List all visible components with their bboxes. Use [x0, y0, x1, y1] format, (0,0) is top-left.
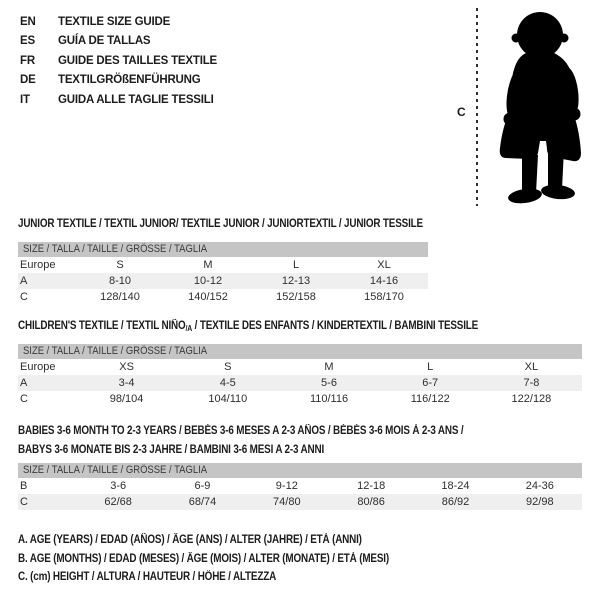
value-cell: 3-4: [118, 377, 135, 389]
table-row-age: [18, 375, 582, 391]
row-label: C: [20, 291, 28, 303]
value-cell: 158/170: [364, 291, 404, 303]
value-cell: 110/116: [309, 393, 349, 405]
value-cell: 104/110: [208, 393, 248, 405]
row-label: A: [20, 275, 28, 287]
table-row-months: [18, 478, 582, 494]
babies-table-title-line1: BABIES 3-6 MONTH TO 2-3 YEARS / BEBÉS 3-6 MESES A 2-3 AÑOS / BÉBÉS 3-6 MOIS À 2-3 ANS /: [18, 425, 464, 437]
babies-table-title-line2: BABYS 3-6 MONATE BIS 2-3 JAHRE / BAMBINI 3-6 MESI A 2-3 ANNI: [18, 443, 325, 456]
footnote-a: A. AGE (YEARS) / EDAD (AÑOS) / ÂGE (ANS) / ALTER (JAHRE) / ETÀ (ANNI): [18, 534, 362, 546]
row-label: Europe: [20, 259, 56, 271]
language-row-it: [20, 91, 217, 110]
size-header-bar: [18, 463, 582, 478]
value-cell: 86/92: [441, 496, 470, 508]
table-row-age: [18, 273, 428, 289]
size-cell: L: [427, 361, 434, 373]
language-code: IT: [20, 93, 30, 106]
value-cell: 68/74: [188, 496, 217, 508]
value-cell: 7-8: [523, 377, 540, 389]
height-dotted-line: [476, 8, 478, 206]
footnote-legend: [18, 531, 449, 587]
value-cell: 74/80: [273, 496, 301, 508]
size-header-bar: [18, 344, 582, 359]
value-cell: 5-6: [321, 377, 337, 389]
value-cell: 12-13: [281, 275, 311, 287]
guide-title-en: TEXTILE SIZE GUIDE: [58, 16, 171, 28]
size-cell: XL: [524, 361, 539, 373]
babies-table-title: [18, 422, 536, 459]
footnote-c: C. (cm) HEIGHT / ALTURA / HAUTEUR / HÖHE / ALTEZZA: [18, 571, 277, 584]
value-cell: 14-16: [369, 275, 399, 287]
value-cell: 128/140: [100, 291, 140, 303]
size-cell: S: [116, 259, 124, 271]
value-cell: 122/128: [511, 393, 552, 405]
language-code: ES: [20, 35, 35, 48]
language-row-de: [20, 71, 217, 90]
row-label: C: [20, 393, 28, 405]
value-cell: 140/152: [188, 291, 228, 303]
value-cell: 4-5: [219, 377, 236, 389]
value-cell: 80/86: [357, 496, 385, 508]
size-header-text: SIZE / TALLA / TAILLE / GRÖSSE / TAGLIA: [23, 345, 208, 357]
language-code: DE: [20, 74, 36, 87]
nino-a-subscript: /A: [185, 324, 193, 333]
language-code: FR: [20, 54, 35, 67]
size-header-text: SIZE / TALLA / TAILLE / GRÖSSE / TAGLIA: [23, 464, 208, 476]
guide-title-it: GUIDA ALLE TAGLIE TESSILI: [58, 93, 214, 106]
value-cell: 6-9: [194, 480, 211, 492]
row-label: B: [20, 480, 28, 492]
value-cell: 18-24: [441, 480, 470, 492]
junior-table-title-text: JUNIOR TEXTILE / TEXTIL JUNIOR/ TEXTILE JUNIOR / JUNIORTEXTIL / JUNIOR TESSILE: [18, 218, 423, 230]
height-measure-figure: [452, 6, 598, 208]
size-header-text: SIZE / TALLA / TAILLE / GRÖSSE / TAGLIA: [23, 243, 208, 255]
value-cell: 152/158: [276, 291, 316, 303]
size-cell: M: [324, 361, 334, 373]
guide-title-es: GUÍA DE TALLAS: [58, 35, 151, 48]
children-table-title: [18, 317, 553, 339]
footnote-b: B. AGE (MONTHS) / EDAD (MESES) / ÂGE (MOIS) / ALTER (MONATE) / ETÀ (MESI): [18, 552, 389, 565]
guide-title-fr: GUIDE DES TAILLES TEXTILE: [58, 54, 217, 67]
row-label: A: [20, 377, 28, 389]
value-cell: 116/122: [410, 393, 450, 405]
value-cell: 6-7: [422, 377, 439, 389]
language-title-list: [20, 13, 217, 110]
table-row-europe: [18, 359, 582, 375]
size-cell: S: [224, 361, 232, 373]
value-cell: 3-6: [110, 480, 127, 492]
size-cell: XL: [377, 259, 391, 271]
value-cell: 62/68: [104, 496, 132, 508]
value-cell: 98/104: [109, 393, 144, 405]
value-cell: 92/98: [526, 496, 554, 508]
value-cell: 8-10: [108, 275, 132, 287]
language-row-fr: [20, 52, 217, 71]
value-cell: 24-36: [525, 480, 554, 492]
table-row-height: [18, 494, 582, 510]
table-row-europe: [18, 257, 428, 273]
guide-title-de: TEXTILGRÖßENFÜHRUNG: [58, 74, 201, 87]
table-row-height: [18, 289, 428, 305]
value-cell: 12-18: [357, 480, 386, 492]
size-cell: XS: [119, 361, 134, 373]
baby-silhouette-icon: [486, 6, 596, 206]
language-code: EN: [20, 16, 36, 28]
table-row-height: [18, 391, 582, 407]
row-label: C: [20, 496, 28, 508]
junior-size-table: [18, 242, 428, 305]
size-cell: M: [203, 259, 213, 271]
height-measure-label: C: [457, 105, 466, 119]
size-cell: L: [292, 259, 300, 271]
language-row-es: [20, 32, 217, 51]
babies-size-table: [18, 463, 582, 510]
row-label: Europe: [20, 361, 56, 373]
children-table-title-text: CHILDREN'S TEXTILE / TEXTIL NIÑO/A / TEXTILE DES ENFANTS / KINDERTEXTIL / BAMBINI TESSILE: [18, 320, 479, 333]
children-size-table: [18, 344, 582, 407]
size-header-bar: [18, 242, 428, 257]
value-cell: 9-12: [275, 480, 298, 492]
junior-table-title: [18, 215, 489, 234]
language-row-en: [20, 13, 217, 32]
value-cell: 10-12: [193, 275, 223, 287]
